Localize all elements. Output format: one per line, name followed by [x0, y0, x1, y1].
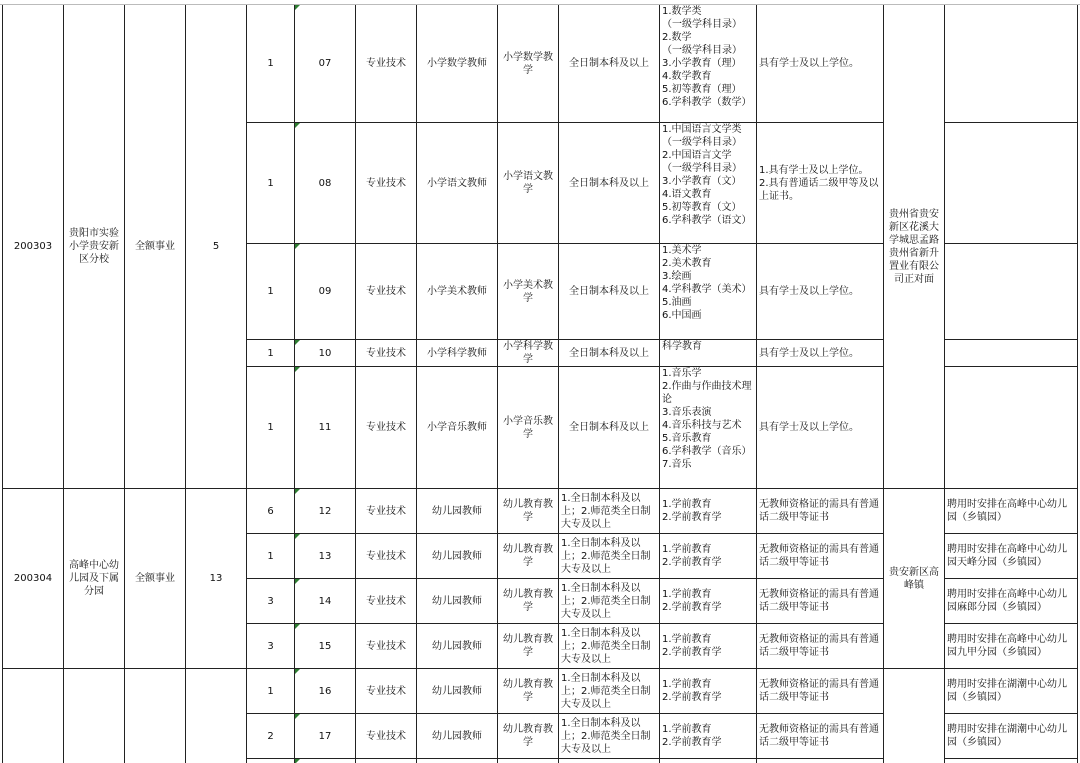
hire-count: 1	[247, 123, 295, 244]
other-req: 具有学士及以上学位。	[757, 340, 884, 367]
major-req: 1.学前教育 2.学前教育学	[660, 624, 757, 669]
job-duty: 小学科学教学	[498, 340, 559, 367]
other-req: 无教师资格证的需具有普通话二级甲等证书	[757, 714, 884, 759]
remark	[945, 340, 1078, 367]
position-type: 专业技术	[356, 714, 417, 759]
position-name: 小学语文教师	[417, 123, 498, 244]
position-name: 幼儿园教师	[417, 579, 498, 624]
table-cell	[247, 759, 295, 763]
education-req: 全日制本科及以上	[559, 367, 660, 489]
remark	[945, 367, 1078, 489]
unit-total: 13	[186, 489, 247, 669]
table-row	[3, 489, 1078, 534]
major-req: 1.美术学 2.美术教育 3.绘画 4.学科教学（美术） 5.油画 6.中国画	[660, 244, 757, 340]
position-code: 13	[295, 534, 356, 579]
remark: 聘用时安排在湖潮中心幼儿园（乡镇园）	[945, 714, 1078, 759]
other-req: 无教师资格证的需具有普通话二级甲等证书	[757, 534, 884, 579]
position-code: 17	[295, 714, 356, 759]
position-name: 幼儿园教师	[417, 669, 498, 714]
major-req: 1.中国语言文学类 （一级学科目录） 2.中国语言文学 （一级学科目录） 3.小学教育（文） 4.语文教育 5.初等教育（文） 6.学科教学（语文）	[660, 123, 757, 244]
job-duty: 幼儿教育教学	[498, 624, 559, 669]
education-req: 1.全日制本科及以上；2.师范类全日制大专及以上	[559, 624, 660, 669]
funding-type: 全额事业	[125, 5, 186, 489]
header-edge	[0, 0, 1080, 5]
education-req: 全日制本科及以上	[559, 340, 660, 367]
remark	[945, 5, 1078, 123]
job-duty: 小学数学教学	[498, 5, 559, 123]
position-code: 15	[295, 624, 356, 669]
remark: 聘用时安排在高峰中心幼儿园九甲分园（乡镇园）	[945, 624, 1078, 669]
unit-total: 5	[186, 5, 247, 489]
remark: 聘用时安排在高峰中心幼儿园麻郎分园（乡镇园）	[945, 579, 1078, 624]
education-req: 1.全日制本科及以上；2.师范类全日制大专及以上	[559, 534, 660, 579]
education-req: 全日制本科及以上	[559, 5, 660, 123]
table-cell	[498, 759, 559, 763]
hire-count: 2	[247, 714, 295, 759]
job-duty: 幼儿教育教学	[498, 489, 559, 534]
remark	[945, 244, 1078, 340]
major-req: 1.学前教育 2.学前教育学	[660, 534, 757, 579]
position-type: 专业技术	[356, 489, 417, 534]
table-cell	[295, 759, 356, 763]
hire-count: 1	[247, 5, 295, 123]
education-req: 1.全日制本科及以上；2.师范类全日制大专及以上	[559, 579, 660, 624]
position-type: 专业技术	[356, 123, 417, 244]
table-row	[3, 5, 1078, 123]
unit-total	[186, 669, 247, 763]
hire-count: 1	[247, 534, 295, 579]
other-req: 1.具有学士及以上学位。 2.具有普通话二级甲等及以上证书。	[757, 123, 884, 244]
job-duty: 幼儿教育教学	[498, 579, 559, 624]
position-name: 小学科学教师	[417, 340, 498, 367]
remark: 聘用时安排在湖潮中心幼儿园（乡镇园）	[945, 669, 1078, 714]
unit-code: 200303	[3, 5, 64, 489]
position-type: 专业技术	[356, 340, 417, 367]
major-req: 1.学前教育 2.学前教育学	[660, 714, 757, 759]
other-req: 具有学士及以上学位。	[757, 5, 884, 123]
job-duty: 幼儿教育教学	[498, 534, 559, 579]
unit-code	[3, 669, 64, 763]
other-req: 具有学士及以上学位。	[757, 244, 884, 340]
job-duty: 小学美术教学	[498, 244, 559, 340]
job-duty: 小学音乐教学	[498, 367, 559, 489]
position-code: 08	[295, 123, 356, 244]
hire-count: 1	[247, 367, 295, 489]
funding-type: 全额事业	[125, 489, 186, 669]
remark: 聘用时安排在高峰中心幼儿园（乡镇园）	[945, 489, 1078, 534]
position-name: 幼儿园教师	[417, 534, 498, 579]
unit-code: 200304	[3, 489, 64, 669]
unit-name	[64, 669, 125, 763]
table-row	[3, 669, 1078, 714]
major-req: 1.音乐学 2.作曲与作曲技术理论 3.音乐表演 4.音乐科技与艺术 5.音乐教育 6.学科教学（音乐） 7.音乐	[660, 367, 757, 489]
position-name: 幼儿园教师	[417, 624, 498, 669]
remark	[945, 123, 1078, 244]
other-req: 具有学士及以上学位。	[757, 367, 884, 489]
other-req: 无教师资格证的需具有普通话二级甲等证书	[757, 579, 884, 624]
position-type: 专业技术	[356, 624, 417, 669]
job-duty: 幼儿教育教学	[498, 714, 559, 759]
position-code: 09	[295, 244, 356, 340]
other-req: 无教师资格证的需具有普通话二级甲等证书	[757, 669, 884, 714]
position-name: 小学音乐教师	[417, 367, 498, 489]
position-type: 专业技术	[356, 244, 417, 340]
position-code: 07	[295, 5, 356, 123]
education-req: 1.全日制本科及以上；2.师范类全日制大专及以上	[559, 489, 660, 534]
position-code: 14	[295, 579, 356, 624]
major-req: 1.学前教育 2.学前教育学	[660, 579, 757, 624]
recruitment-table	[2, 4, 1078, 763]
hire-count: 6	[247, 489, 295, 534]
position-type: 专业技术	[356, 367, 417, 489]
job-duty: 幼儿教育教学	[498, 669, 559, 714]
table-cell	[945, 759, 1078, 763]
hire-count: 3	[247, 624, 295, 669]
position-type: 专业技术	[356, 669, 417, 714]
table-cell	[417, 759, 498, 763]
table-cell	[559, 759, 660, 763]
position-type: 专业技术	[356, 5, 417, 123]
other-req: 无教师资格证的需具有普通话二级甲等证书	[757, 489, 884, 534]
major-req: 科学教育	[660, 340, 757, 367]
position-name: 小学数学教师	[417, 5, 498, 123]
education-req: 全日制本科及以上	[559, 123, 660, 244]
unit-name: 高峰中心幼儿园及下属分园	[64, 489, 125, 669]
job-duty: 小学语文教学	[498, 123, 559, 244]
table-cell	[660, 759, 757, 763]
position-name: 小学美术教师	[417, 244, 498, 340]
remark: 聘用时安排在高峰中心幼儿园天峰分园（乡镇园）	[945, 534, 1078, 579]
exam-location: 贵州省贵安新区花溪大学城思孟路贵州省新升置业有限公司正对面	[884, 5, 945, 489]
major-req: 1.学前教育 2.学前教育学	[660, 489, 757, 534]
unit-name: 贵阳市实验小学贵安新区分校	[64, 5, 125, 489]
education-req: 1.全日制本科及以上；2.师范类全日制大专及以上	[559, 669, 660, 714]
table-cell	[356, 759, 417, 763]
hire-count: 1	[247, 340, 295, 367]
position-code: 12	[295, 489, 356, 534]
education-req: 1.全日制本科及以上；2.师范类全日制大专及以上	[559, 714, 660, 759]
exam-location	[884, 669, 945, 763]
position-name: 幼儿园教师	[417, 714, 498, 759]
position-type: 专业技术	[356, 534, 417, 579]
hire-count: 1	[247, 669, 295, 714]
hire-count: 1	[247, 244, 295, 340]
major-req: 1.学前教育 2.学前教育学	[660, 669, 757, 714]
position-type: 专业技术	[356, 579, 417, 624]
education-req: 全日制本科及以上	[559, 244, 660, 340]
funding-type	[125, 669, 186, 763]
exam-location: 贵安新区高峰镇	[884, 489, 945, 669]
position-code: 11	[295, 367, 356, 489]
other-req: 无教师资格证的需具有普通话二级甲等证书	[757, 624, 884, 669]
major-req: 1.数学类 （一级学科目录） 2.数学 （一级学科目录） 3.小学教育（理） 4.数学教育 5.初等教育（理） 6.学科教学（数学）	[660, 5, 757, 123]
table-cell	[757, 759, 884, 763]
hire-count: 3	[247, 579, 295, 624]
position-code: 10	[295, 340, 356, 367]
position-name: 幼儿园教师	[417, 489, 498, 534]
position-code: 16	[295, 669, 356, 714]
